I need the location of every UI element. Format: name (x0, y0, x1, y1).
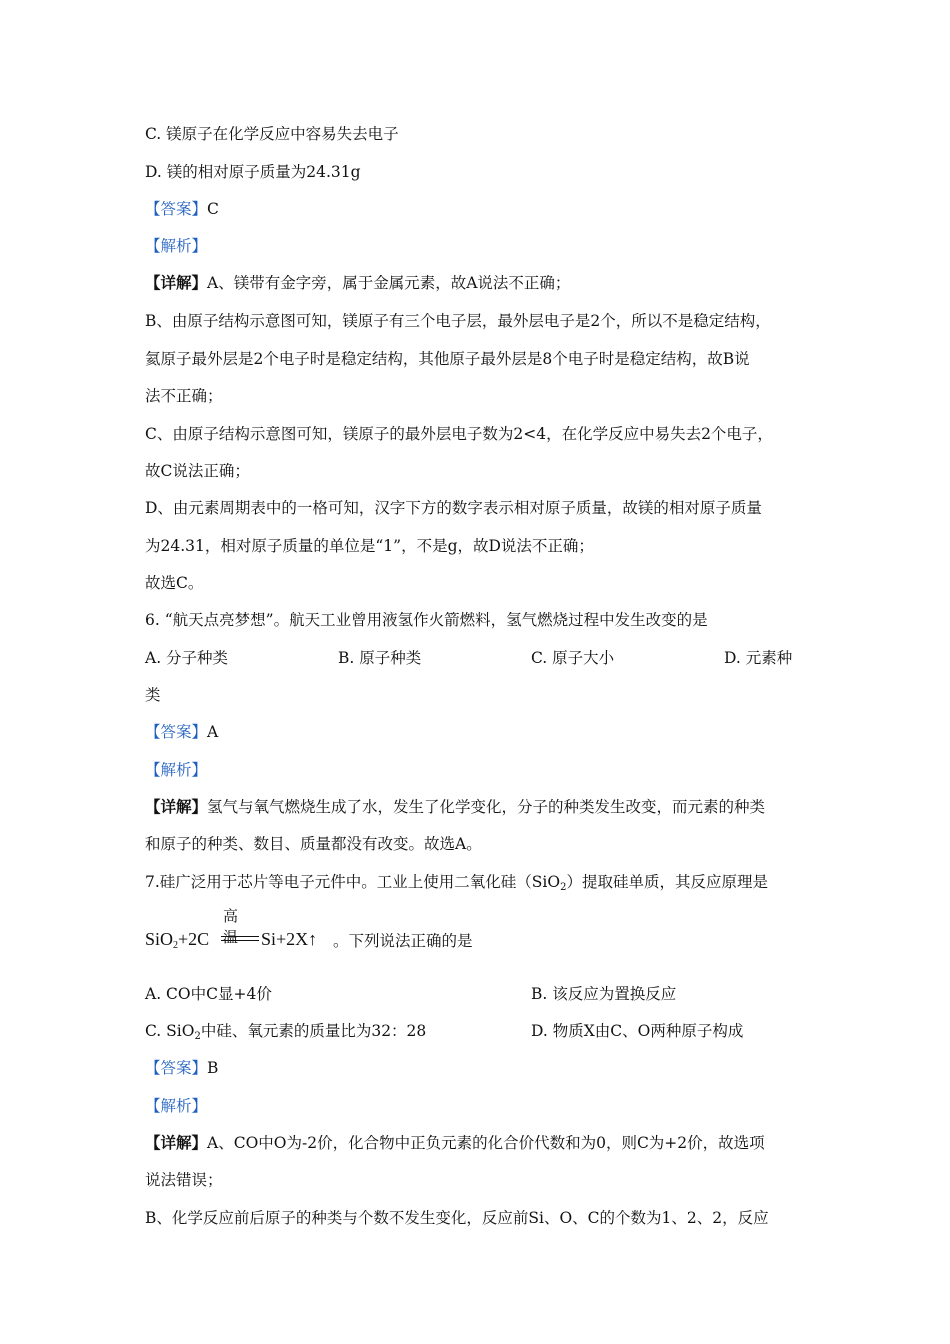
detail-line-7 (145, 1133, 765, 1153)
equation-equals-bar (221, 936, 259, 937)
equation-equals-bar (221, 940, 259, 941)
analysis-tag: 【解析】 (145, 1097, 208, 1115)
answer-value: B (207, 1059, 219, 1077)
paragraph-line: 故C说法正确； (145, 462, 250, 480)
paragraph-line: 故选C。 (145, 574, 204, 592)
q7-option-c: C. SiO$_2$中硅、氧元素的质量比为32：28 (145, 1022, 427, 1042)
paragraph-line: 和原子的种类、数目、质量都没有改变。故选A。 (145, 835, 482, 853)
detail-tag: 【详解】 (145, 1133, 208, 1152)
question-6: 6. “航天点亮梦想”。航天工业曾用液氢作火箭燃料，氢气燃烧过程中发生改变的是 (145, 611, 708, 629)
analysis-tag: 【解析】 (145, 237, 208, 255)
paragraph-line: D、由元素周期表中的一格可知，汉字下方的数字表示相对原子质量，故镁的相对原子质量 (145, 499, 762, 517)
q6-option-b: B. 原子种类 (338, 649, 422, 667)
q6-option-c: C. 原子大小 (531, 649, 615, 667)
q7-text-pre: 7.硅广泛用于芯片等电子元件中。工业上使用二氧化硅（SiO (145, 873, 561, 891)
q7-text-post: ）提取硅单质，其反应原理是 (566, 873, 768, 891)
detail-text: A、镁带有金字旁，属于金属元素，故A说法不正确； (207, 274, 571, 292)
paragraph-line: 为24.31，相对原子质量的单位是“1”，不是g，故D说法不正确； (145, 537, 594, 555)
equation-left: SiO$_2$+2C (145, 929, 210, 951)
paragraph-line: 氦原子最外层是2个电子时是稳定结构，其他原子最外层是8个电子时是稳定结构，故B说 (145, 350, 750, 368)
detail-tag: 【详解】 (145, 797, 208, 816)
paragraph-line: 说法错误； (145, 1171, 223, 1189)
option-d-text: D. 镁的相对原子质量为24.31g (145, 163, 361, 181)
q7-option-a: A. CO中C显+4价 (145, 985, 272, 1003)
detail-line-6 (145, 797, 765, 817)
detail-tag: 【详解】 (145, 273, 208, 292)
analysis-tag: 【解析】 (145, 761, 208, 779)
q6-option-a: A. 分子种类 (145, 649, 229, 667)
paragraph-line: C、由原子结构示意图可知，镁原子的最外层电子数为2<4，在化学反应中易失去2个电子， (145, 425, 773, 443)
detail-text: 氢气与氧气燃烧生成了水，发生了化学变化，分子的种类发生改变，而元素的种类 (207, 798, 766, 816)
answer-line-6 (145, 722, 218, 742)
paragraph-line: B、由原子结构示意图可知，镁原子有三个电子层，最外层电子是2个，所以不是稳定结构， (145, 312, 771, 330)
answer-value: A (207, 723, 219, 741)
paragraph-line: B、化学反应前后原子的种类与个数不发生变化，反应前Si、O、C的个数为1、2、2，反应 (145, 1209, 769, 1227)
question-7 (145, 872, 768, 898)
detail-text: A、CO中O为-2价，化合物中正负元素的化合价代数和为0，则C为+2价，故选项 (207, 1134, 765, 1152)
analysis-line-7 (145, 1096, 207, 1116)
q6-option-d-cont: 类 (145, 686, 161, 704)
paragraph-line: 法不正确； (145, 387, 223, 405)
answer-line-7 (145, 1058, 218, 1078)
equation-condition: 高温 (223, 907, 239, 946)
answer-line-5 (145, 199, 219, 219)
answer-tag: 【答案】 (145, 723, 208, 741)
answer-tag: 【答案】 (145, 1059, 208, 1077)
q7-option-b: B. 该反应为置换反应 (531, 985, 677, 1003)
option-c-text: C. 镁原子在化学反应中容易失去电子 (145, 125, 399, 143)
detail-line-5 (145, 273, 570, 293)
q7-option-d: D. 物质X由C、O两种原子构成 (531, 1022, 744, 1040)
analysis-line-6 (145, 760, 207, 780)
analysis-line-5 (145, 236, 207, 256)
equation-tail-text: 。下列说法正确的是 (333, 932, 473, 950)
answer-tag: 【答案】 (145, 200, 208, 218)
equation-right: Si+2X↑ (261, 929, 318, 949)
answer-value: C (207, 200, 219, 218)
q6-option-d: D. 元素种 (724, 649, 793, 667)
q7-subscript: 2 (560, 882, 567, 893)
